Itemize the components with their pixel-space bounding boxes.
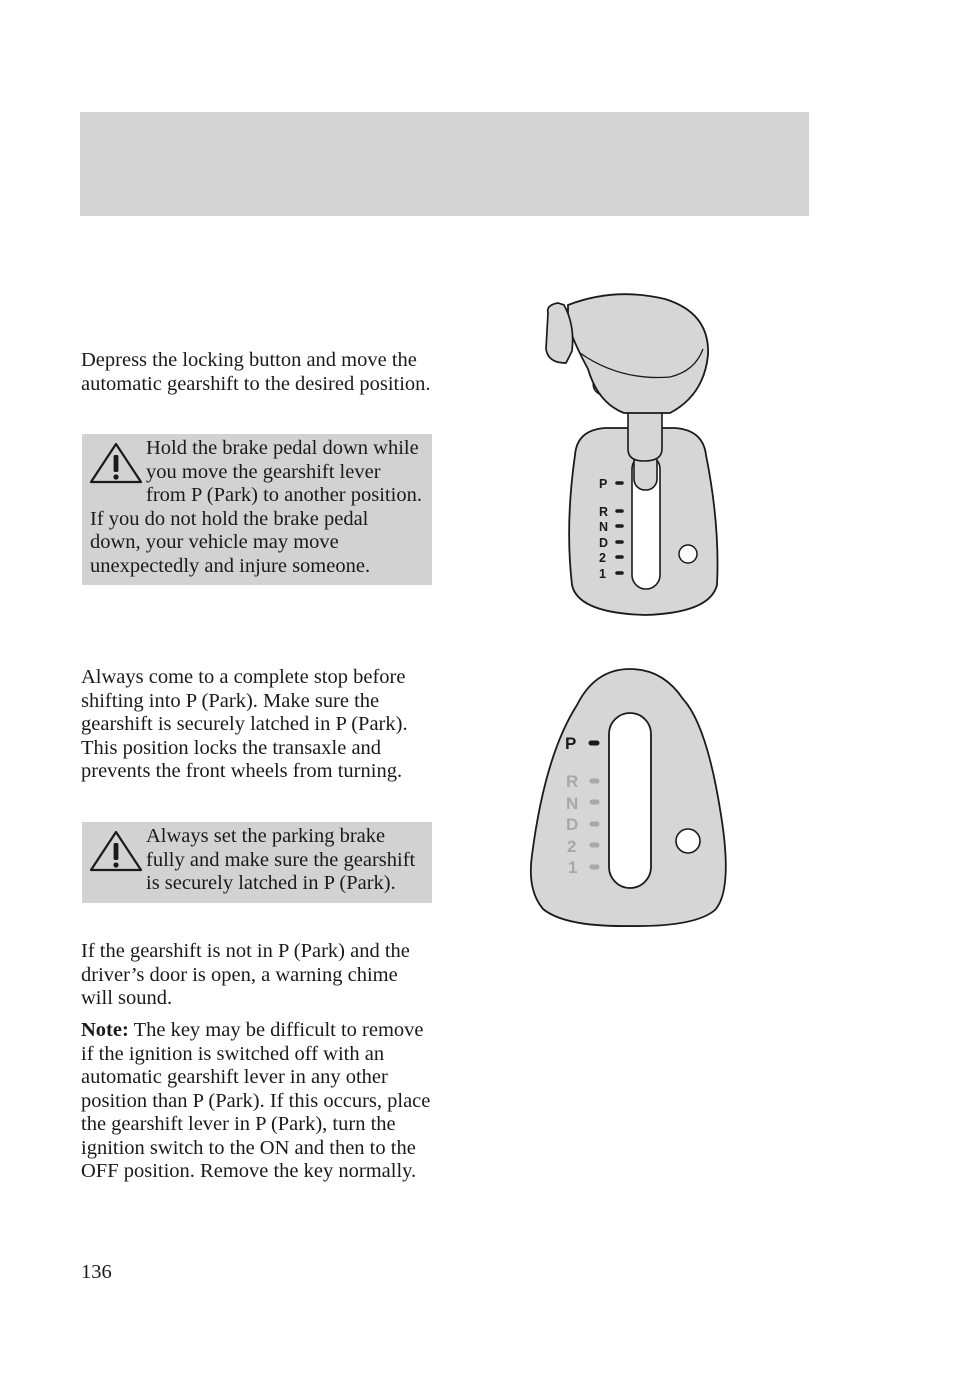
note-paragraph — [81, 1019, 431, 1184]
warning-triangle-icon — [88, 829, 144, 873]
note-label: Note: — [81, 1019, 129, 1041]
indicator-label-p: P — [565, 734, 577, 753]
indicator-label-n: N — [566, 794, 579, 813]
intro-paragraph: Depress the locking button and move the automatic gearshift to the desired position. — [81, 349, 431, 395]
warning-triangle-icon — [88, 441, 144, 485]
warning-box-parking-brake — [82, 822, 432, 903]
pos-label-2: 2 — [599, 551, 606, 565]
warning-text-parking-brake: Always set the parking brake fully and make sure the gearshift is securely latched in P (Park). — [146, 825, 416, 894]
note-text: The key may be difficult to remove if the ignition is switched off with an automatic gearshift lever in any other position than P (Park). If this occurs, place the gearshift lever in P (Park), turn the ignition switch to the ON and then to the OFF position. Remove the key normally. — [81, 1019, 431, 1182]
override-hole — [676, 829, 700, 853]
pos-label-r: R — [599, 505, 609, 519]
pos-label-n: N — [599, 520, 609, 534]
lever-stem — [628, 410, 662, 461]
section-header-band — [80, 112, 809, 216]
pos-label-1: 1 — [599, 567, 606, 581]
indicator-slot — [609, 713, 651, 888]
warning-text-brake: Hold the brake pedal down while you move the gearshift lever from P (Park) to another position. If you do not hold the brake pedal down, your vehicle may move unexpectedly and injure someone. — [90, 437, 422, 577]
shift-knob — [568, 294, 708, 413]
park-paragraph: Always come to a complete stop before shifting into P (Park). Make sure the gearshift is securely latched in P (Park). This position locks the transaxle and prevents the front wheels from turning. — [81, 666, 408, 782]
indicator-label-2: 2 — [567, 837, 577, 856]
gear-indicator-illustration — [525, 665, 740, 930]
gearshift-lever-illustration — [520, 285, 740, 625]
warning-box-brake — [82, 434, 432, 585]
override-hole — [679, 545, 697, 563]
indicator-label-d: D — [566, 815, 579, 834]
page-number: 136 — [81, 1261, 112, 1283]
pos-label-p: P — [599, 477, 608, 491]
chime-paragraph: If the gearshift is not in P (Park) and the driver’s door is open, a warning chime will sound. — [81, 940, 410, 1009]
indicator-label-1: 1 — [568, 858, 578, 877]
pos-label-d: D — [599, 536, 609, 550]
indicator-label-r: R — [566, 772, 579, 791]
